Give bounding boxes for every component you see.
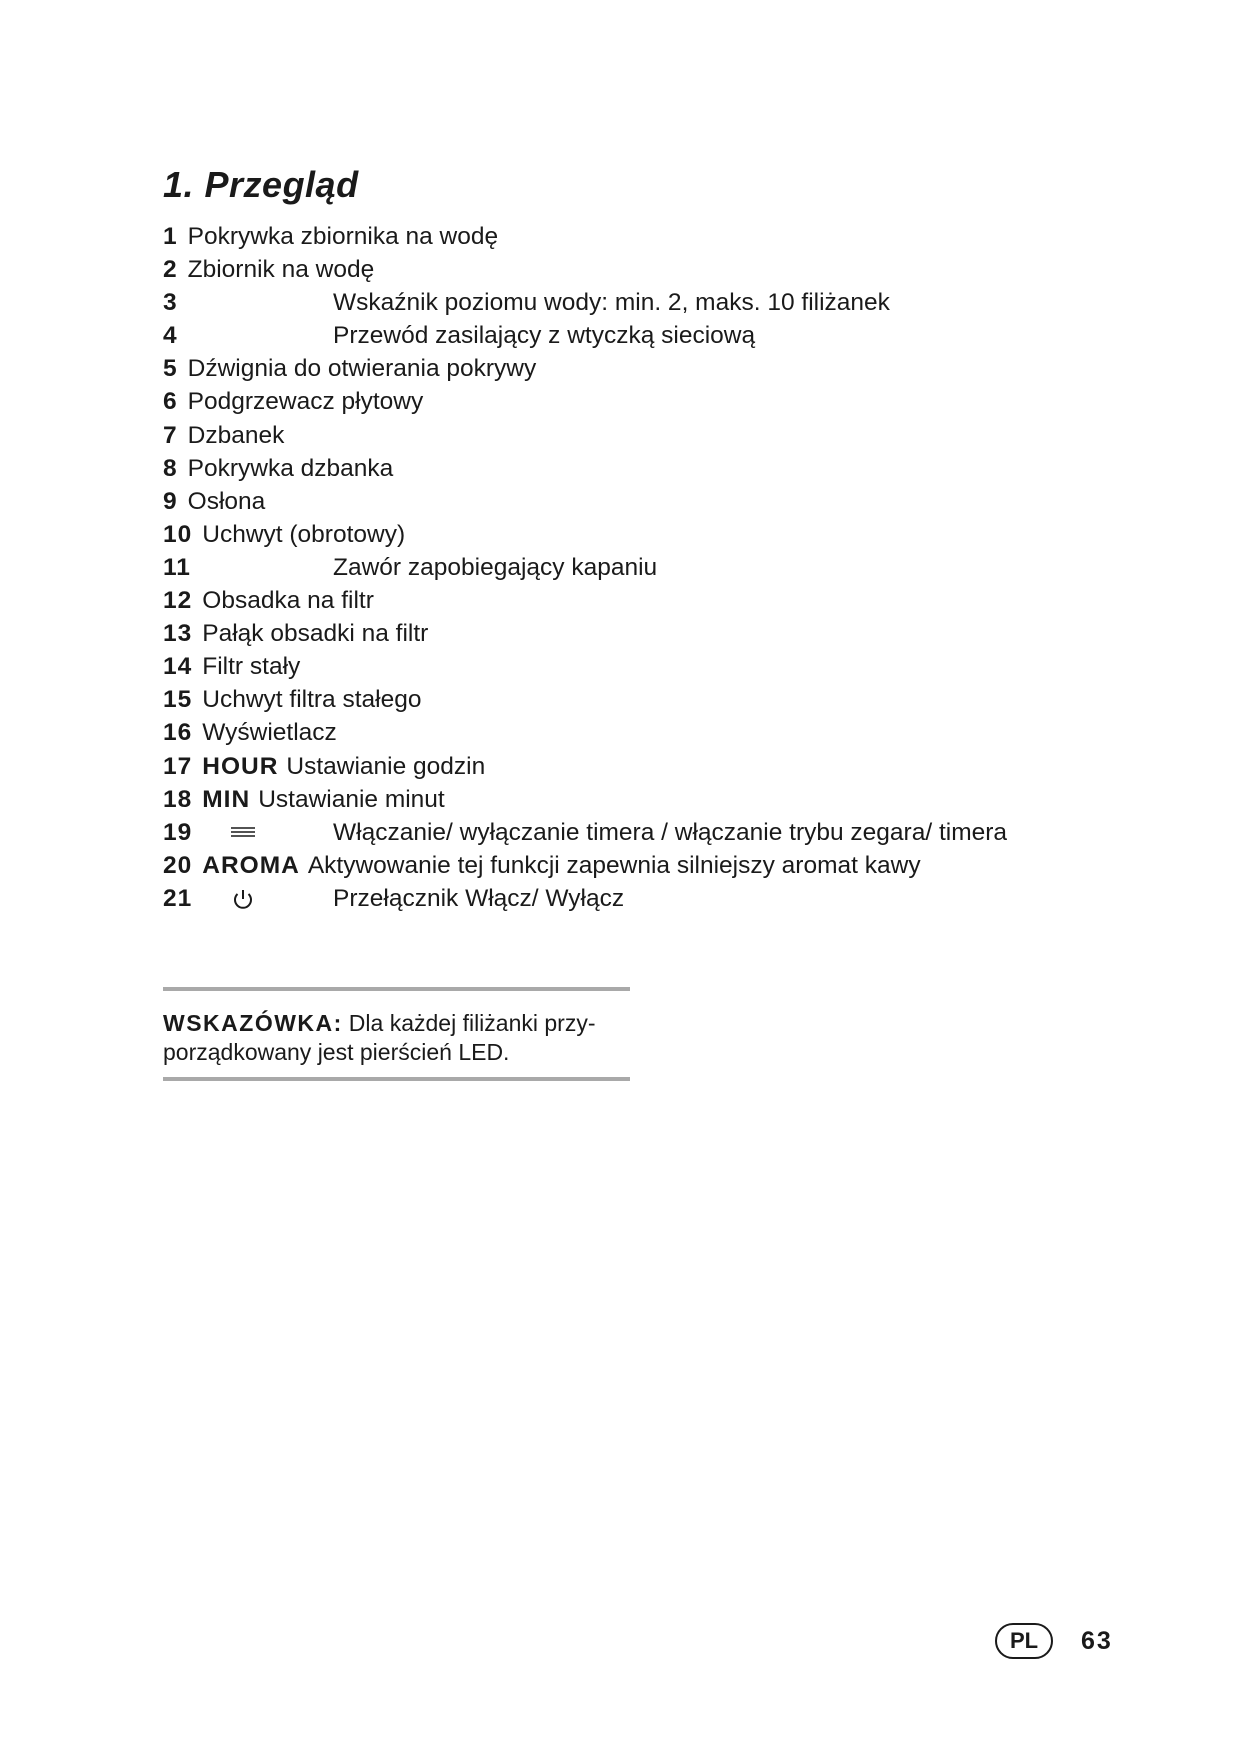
list-item xyxy=(163,584,1163,617)
item-text: Filtr stały xyxy=(202,653,301,681)
list-item xyxy=(163,650,1163,683)
item-text: Uchwyt filtra stałego xyxy=(202,686,422,714)
item-number: 11 xyxy=(163,553,191,581)
item-number: 20 xyxy=(163,851,193,879)
item-text: Osłona xyxy=(187,487,266,515)
item-number: 12 xyxy=(163,587,193,615)
item-number: 16 xyxy=(163,719,193,747)
item-number: 13 xyxy=(163,620,193,648)
list-item xyxy=(163,617,1163,650)
item-text: Uchwyt (obrotowy) xyxy=(202,520,406,548)
item-number: 15 xyxy=(163,686,193,714)
list-item xyxy=(163,849,1163,882)
list-item xyxy=(163,518,1163,551)
item-text: Ustawianie godzin xyxy=(286,752,486,780)
item-text: Pałąk obsadki na filtr xyxy=(202,620,429,648)
item-text: Zbiornik na wodę xyxy=(187,256,375,284)
item-text: Obsadka na filtr xyxy=(202,587,374,615)
item-text: Pokrywka dzbanka xyxy=(187,454,394,482)
item-number: 5 xyxy=(163,355,178,383)
item-text: Wyświetlacz xyxy=(202,719,337,747)
list-item xyxy=(163,385,1163,418)
item-text: Dźwignia do otwierania pokrywy xyxy=(187,355,537,383)
parts-list xyxy=(163,220,1163,915)
list-item xyxy=(163,716,1163,749)
power-icon xyxy=(225,882,261,915)
list-item xyxy=(163,882,1163,915)
item-key-label: HOUR xyxy=(202,752,279,780)
list-item xyxy=(163,319,1163,352)
item-number: 18 xyxy=(163,785,193,813)
note-label: WSKAZÓWKA: xyxy=(163,1010,343,1036)
item-number: 6 xyxy=(163,388,178,416)
list-item xyxy=(163,750,1163,783)
item-number: 7 xyxy=(163,421,178,449)
menu-lines-icon xyxy=(225,816,261,849)
item-text: Przełącznik Włącz/ Wyłącz xyxy=(333,884,625,912)
item-key-label: MIN xyxy=(202,785,251,813)
item-number: 19 xyxy=(163,818,193,846)
list-item xyxy=(163,683,1163,716)
list-item xyxy=(163,816,1163,849)
item-number: 8 xyxy=(163,454,178,482)
item-number: 14 xyxy=(163,653,193,681)
list-item xyxy=(163,419,1163,452)
item-text: Ustawianie minut xyxy=(258,785,445,813)
item-number: 3 xyxy=(163,289,178,317)
page-number: 63 xyxy=(1081,1626,1113,1655)
list-item xyxy=(163,286,1163,319)
item-text: Włączanie/ wyłączanie timera / włączanie trybu zegara/ timera xyxy=(333,818,1008,846)
note-box xyxy=(163,987,630,1081)
page-footer xyxy=(995,1621,1113,1661)
item-text: Pokrywka zbiornika na wodę xyxy=(187,223,499,250)
list-item xyxy=(163,783,1163,816)
list-item xyxy=(163,452,1163,485)
list-item xyxy=(163,253,1163,286)
list-item xyxy=(163,485,1163,518)
note-text: Dla każdej filiżanki przy-porządkowany jest pierścień LED. xyxy=(163,1010,596,1065)
item-number: 10 xyxy=(163,520,193,548)
item-text: Dzbanek xyxy=(187,421,285,449)
item-number: 21 xyxy=(163,884,193,912)
list-item xyxy=(163,551,1163,584)
item-text: Podgrzewacz płytowy xyxy=(187,388,424,416)
item-text: Aktywowanie tej funkcji zapewnia silniejszy aromat kawy xyxy=(307,851,921,879)
item-key-label: AROMA xyxy=(202,851,300,879)
item-text: Zawór zapobiegający kapaniu xyxy=(333,553,658,581)
list-item xyxy=(163,220,1163,253)
item-text: Wskaźnik poziomu wody: min. 2, maks. 10 filiżanek xyxy=(333,289,890,317)
item-number: 1 xyxy=(163,223,178,250)
item-number: 9 xyxy=(163,487,178,515)
list-item xyxy=(163,352,1163,385)
item-text: Przewód zasilający z wtyczką sieciową xyxy=(333,322,756,350)
language-badge: PL xyxy=(995,1623,1053,1659)
item-number: 4 xyxy=(163,322,178,350)
item-number: 17 xyxy=(163,752,193,780)
item-number: 2 xyxy=(163,256,178,284)
page-title: 1. Przegląd xyxy=(163,164,359,205)
